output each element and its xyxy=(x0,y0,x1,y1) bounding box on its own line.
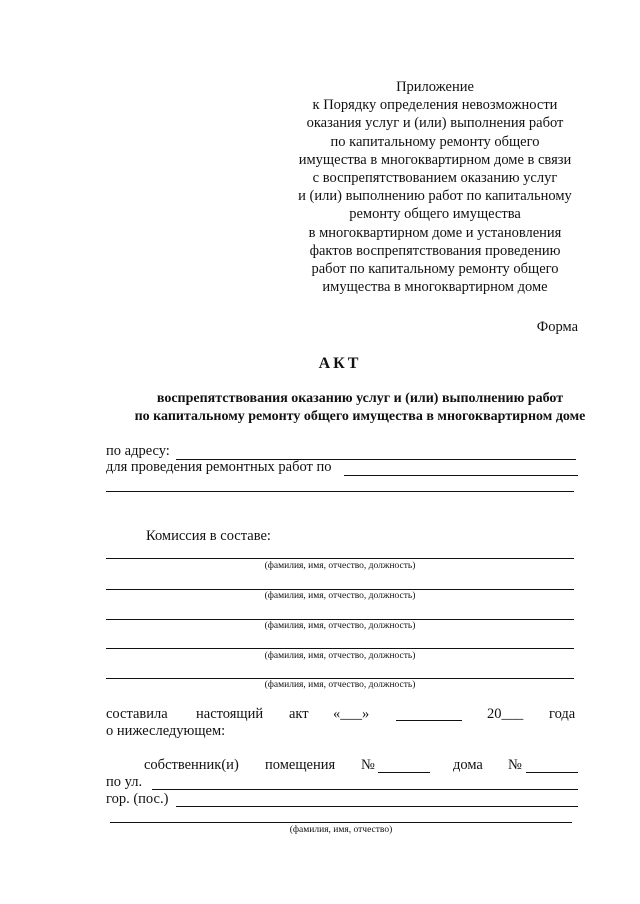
repair-field[interactable] xyxy=(344,475,578,476)
city-label: гор. (пос.) xyxy=(106,791,169,807)
room-number-field[interactable] xyxy=(378,772,430,773)
appendix-line: фактов воспрепятствования проведению xyxy=(309,242,561,259)
commission-member-caption: (фамилия, имя, отчество, должность) xyxy=(264,680,416,690)
appendix-line: по капитальному ремонту общего xyxy=(330,133,540,150)
statement-day-field[interactable]: «___» xyxy=(333,706,370,722)
owner-word: дома xyxy=(453,757,483,773)
appendix-line: с воспрепятствованием оказанию услуг xyxy=(312,170,558,187)
form-label: Форма xyxy=(536,319,578,335)
owner-name-field[interactable] xyxy=(110,822,572,823)
appendix-line: Приложение xyxy=(396,79,474,95)
appendix-line: оказания услуг и (или) выполнения работ xyxy=(306,115,564,132)
appendix-header xyxy=(270,78,600,296)
city-field[interactable] xyxy=(176,806,578,807)
street-field[interactable] xyxy=(152,789,578,790)
address-label: по адресу: xyxy=(106,443,170,459)
owner-word: собственник(и) xyxy=(144,757,239,773)
commission-member-caption: (фамилия, имя, отчество, должность) xyxy=(264,591,416,601)
subtitle-line-1: воспрепятствования оказанию услуг и (или) выполнению работ xyxy=(156,391,564,406)
appendix-line: и (или) выполнению работ по капитальному xyxy=(298,188,572,205)
owner-word: помещения xyxy=(265,757,336,773)
commission-member-caption: (фамилия, имя, отчество, должность) xyxy=(264,621,416,631)
street-label: по ул. xyxy=(106,774,143,790)
house-number-field[interactable] xyxy=(526,772,578,773)
commission-member-field[interactable] xyxy=(106,619,574,620)
document-title: АКТ xyxy=(318,355,362,372)
appendix-line: имущества в многоквартирном доме в связи xyxy=(298,151,572,168)
owner-name-caption: (фамилия, имя, отчество) xyxy=(289,825,393,835)
statement-word: года xyxy=(549,706,576,722)
owner-word: № xyxy=(361,757,375,773)
commission-member-field[interactable] xyxy=(106,558,574,559)
commission-member-field[interactable] xyxy=(106,648,574,649)
commission-member-caption: (фамилия, имя, отчество, должность) xyxy=(264,561,416,571)
commission-label: Комиссия в составе: xyxy=(146,528,271,544)
appendix-line: к Порядку определения невозможности xyxy=(312,97,558,114)
appendix-line: в многоквартирном доме и установления xyxy=(308,224,562,241)
repair-label: для проведения ремонтных работ по xyxy=(106,459,332,475)
document-subtitle xyxy=(60,390,640,426)
statement-year-field[interactable]: 20___ xyxy=(487,706,524,722)
statement-word: акт xyxy=(289,706,309,722)
commission-member-field[interactable] xyxy=(106,678,574,679)
owner-word: № xyxy=(508,757,522,773)
repair-field-continuation[interactable] xyxy=(106,491,574,492)
subtitle-line-2: по капитальному ремонту общего имущества в многоквартирном доме xyxy=(134,409,586,424)
appendix-line: ремонту общего имущества xyxy=(349,206,521,223)
statement-month-field[interactable] xyxy=(396,720,462,721)
appendix-line: работ по капитальному ремонту общего xyxy=(311,261,559,278)
commission-member-caption: (фамилия, имя, отчество, должность) xyxy=(264,651,416,661)
statement-continuation: о нижеследующем: xyxy=(106,723,226,739)
appendix-line: имущества в многоквартирном доме xyxy=(322,279,548,296)
statement-word: настоящий xyxy=(196,706,264,722)
commission-member-field[interactable] xyxy=(106,589,574,590)
statement-word: составила xyxy=(106,706,168,722)
